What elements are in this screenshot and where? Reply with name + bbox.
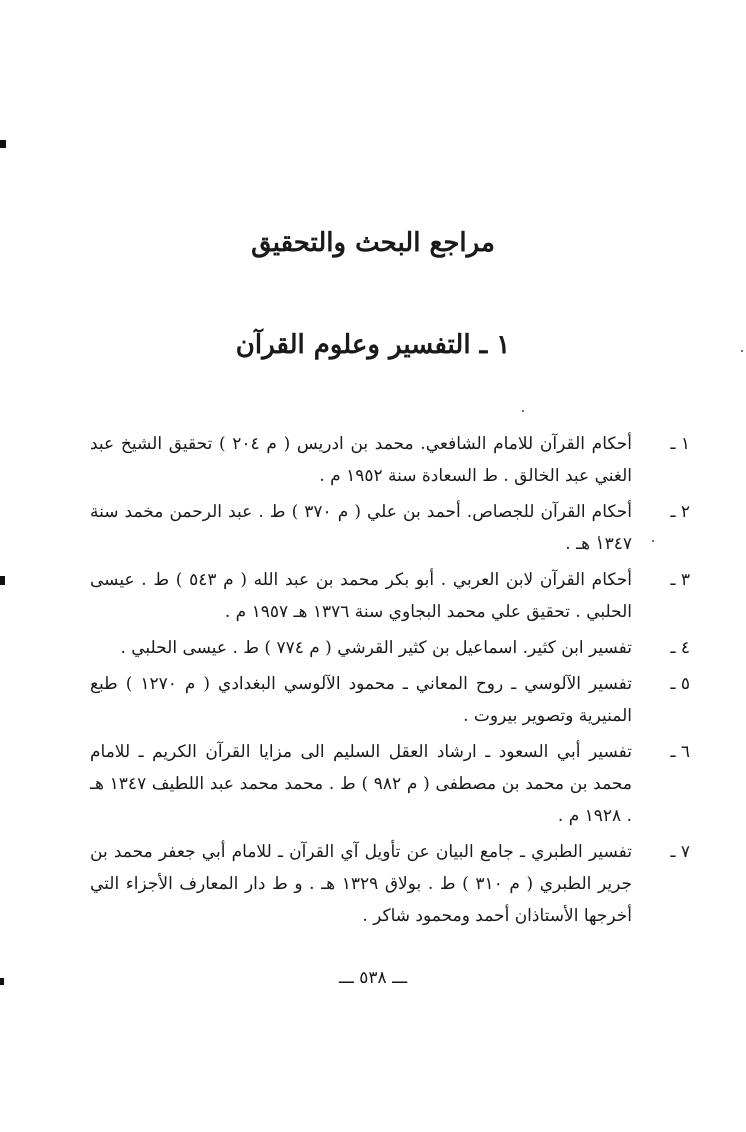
reference-text: أحكام القرآن لابن العربي . أبو بكر محمد بن عبد الله ( م ٥٤٣ ) ط . عيسى الحلبي . تحقيق علي محمد البجاوي سنة ١٣٧٦ هـ ١٩٥٧ م .	[90, 570, 633, 622]
section-heading: ١ ـ التفسير وعلوم القرآن	[235, 330, 511, 360]
reference-number: ٣ ـ	[670, 570, 690, 590]
reference-item	[90, 428, 690, 492]
reference-number: ٦ ـ	[670, 742, 690, 762]
reference-text: تفسير ابن كثير. اسماعيل بن كثير القرشي ( م ٧٧٤ ) ط . عيسى الحلبي .	[120, 638, 632, 658]
reference-text: تفسير الآلوسي ـ روح المعاني ـ محمود الآلوسي البغدادي ( م ١٢٧٠ ) طبع المنيرية وتصوير بيروت .	[90, 674, 632, 726]
page-number: ـــ ٥٣٨ ـــ	[338, 968, 408, 988]
reference-item	[90, 496, 690, 560]
reference-item	[90, 836, 690, 932]
reference-number: ٧ ـ	[670, 842, 690, 862]
reference-item	[90, 632, 690, 664]
scan-edge-mark	[0, 140, 6, 148]
reference-item	[90, 668, 690, 732]
scan-edge-mark	[0, 576, 5, 585]
reference-number: ٢ ـ	[670, 502, 690, 522]
reference-item	[90, 736, 690, 832]
reference-list	[90, 428, 690, 936]
scan-speck	[522, 410, 524, 412]
reference-text: تفسير أبي السعود ـ ارشاد العقل السليم الى مزايا القرآن الكريم ـ للامام محمد بن محمد بن مصطفى ( م ٩٨٢ ) ط . محمد محمد عبد اللطيف ١٣٤٧ هـ . ١٩٢٨ م .	[90, 742, 632, 826]
reference-item	[90, 564, 690, 628]
reference-text: تفسير الطبري ـ جامع البيان عن تأويل آي القرآن ـ للامام أبي جعفر محمد بن جرير الطبري ( م ٣١٠ ) ط . بولاق ١٣٢٩ هـ . و ط دار المعارف الأجزاء التي أخرجها الأستاذان أحمد ومحمود شاكر .	[90, 842, 632, 926]
page-title: مراجع البحث والتحقيق	[251, 228, 495, 258]
reference-number: ٥ ـ	[670, 674, 690, 694]
reference-number: ٤ ـ	[670, 638, 690, 658]
reference-text: أحكام القرآن للجصاص. أحمد بن علي ( م ٣٧٠ ) ط . عبد الرحمن مخمد سنة ١٣٤٧ هـ .	[90, 502, 632, 554]
reference-text: أحكام القرآن للامام الشافعي. محمد بن ادريس ( م ٢٠٤ ) تحقيق الشيخ عبد الغني عبد الخالق . ط السعادة سنة ١٩٥٢ م .	[90, 434, 632, 486]
reference-number: ١ ـ	[670, 434, 690, 454]
